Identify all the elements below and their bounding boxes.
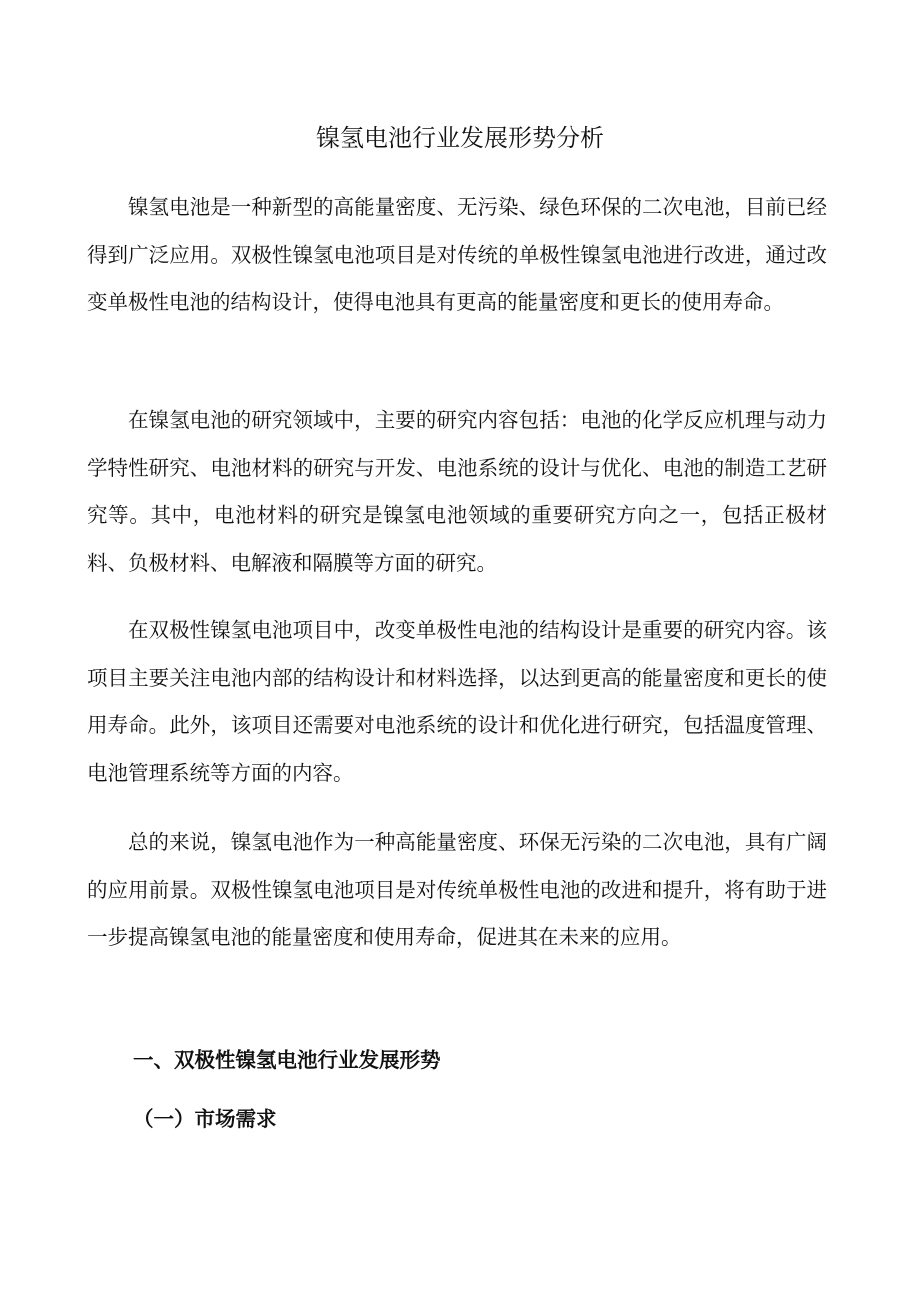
subsection-heading: （一）市场需求 [133,1107,277,1131]
section-heading: 一、双极性镍氢电池行业发展形势 [133,1048,441,1072]
paragraph-bipolar-project: 在双极性镍氢电池项目中，改变单极性电池的结构设计是重要的研究内容。该项目主要关注电池内部的结构设计和材料选择，以达到更高的能量密度和更长的使用寿命。此外，该项目还需要对电池系统的设计和优化进行研究，包括温度管理、电池管理系统等方面的内容。 [87,618,827,785]
paragraph-research-field: 在镍氢电池的研究领域中，主要的研究内容包括：电池的化学反应机理与动力学特性研究、电池材料的研究与开发、电池系统的设计与优化、电池的制造工艺研究等。其中，电池材料的研究是镍氢电池领域的重要研究方向之一，包括正极材料、负极材料、电解液和隔膜等方面的研究。 [87,408,827,575]
document-title: 镍氢电池行业发展形势分析 [316,124,604,152]
paragraph-intro: 镍氢电池是一种新型的高能量密度、无污染、绿色环保的二次电池，目前已经得到广泛应用。双极性镍氢电池项目是对传统的单极性镍氢电池进行改进，通过改变单极性电池的结构设计，使得电池具有更高的能量密度和更长的使用寿命。 [87,195,827,314]
paragraph-summary: 总的来说，镍氢电池作为一种高能量密度、环保无污染的二次电池，具有广阔的应用前景。双极性镍氢电池项目是对传统单极性电池的改进和提升，将有助于进一步提高镍氢电池的能量密度和使用寿命，促进其在未来的应用。 [87,830,827,949]
